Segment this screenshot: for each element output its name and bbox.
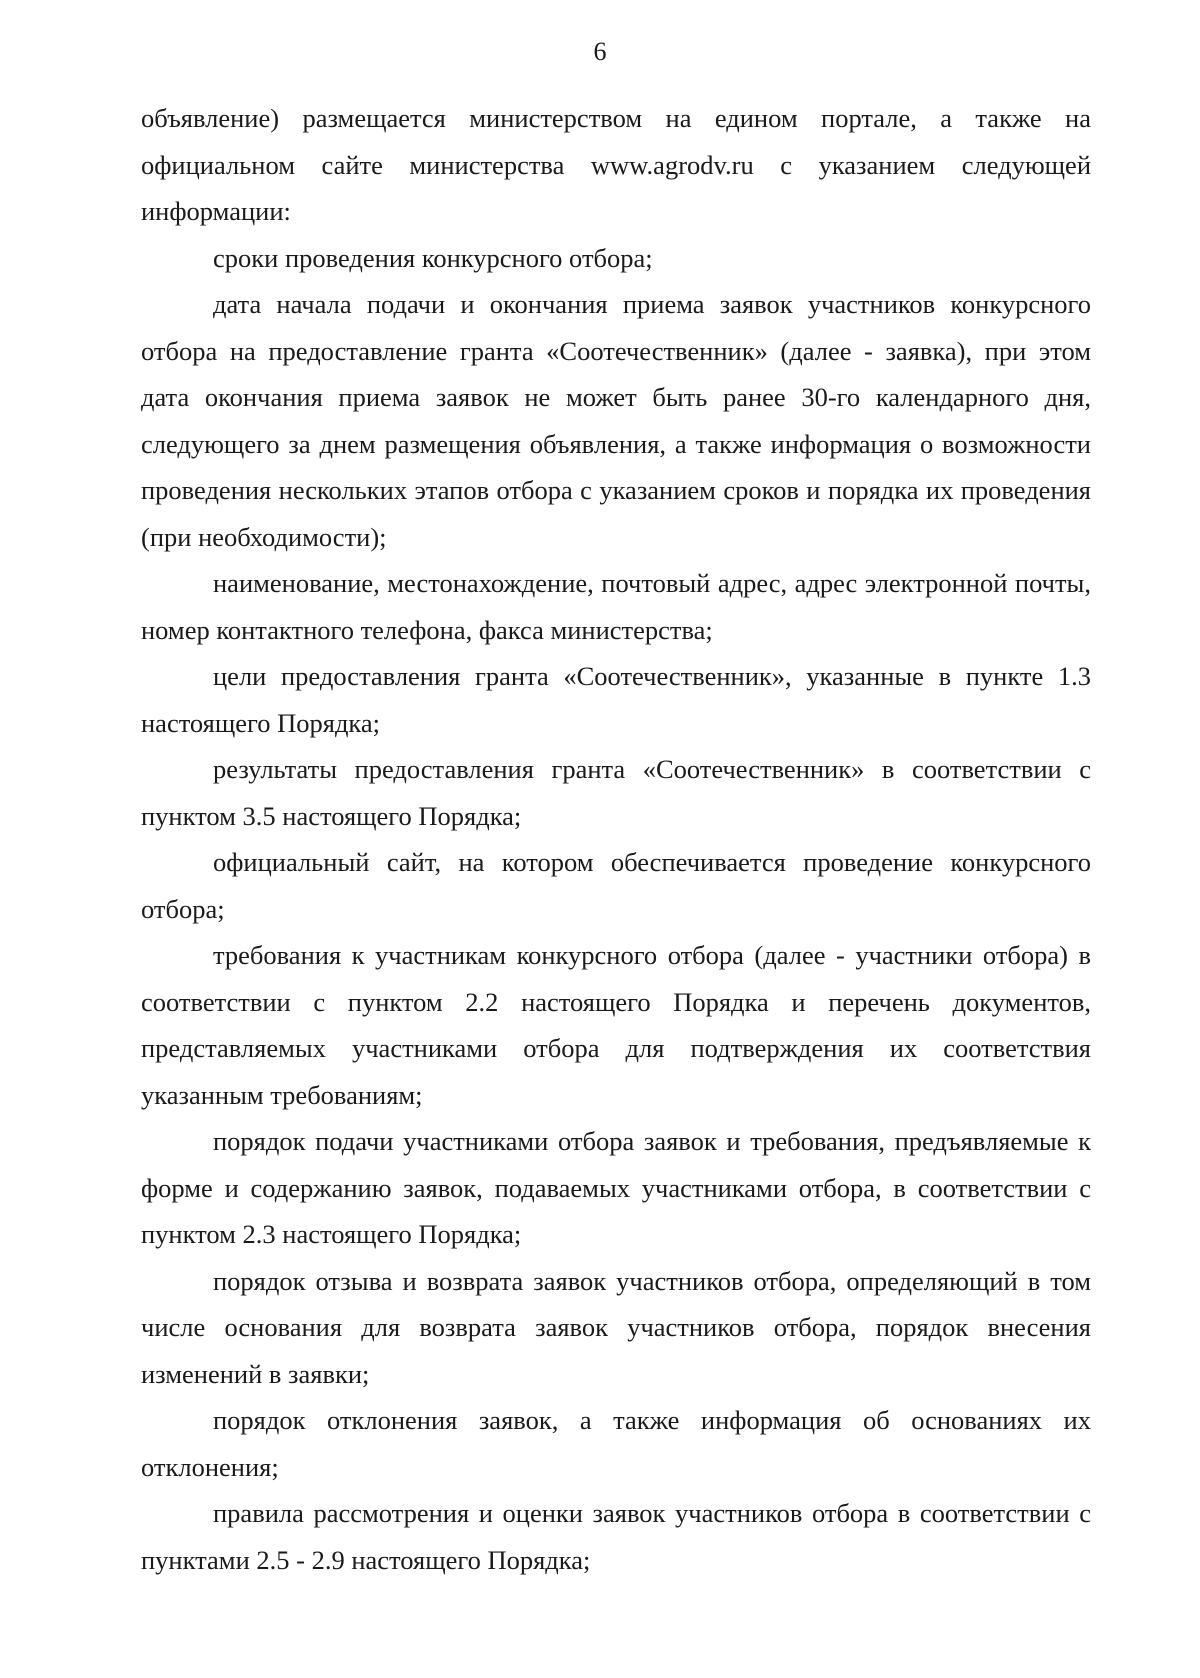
document-body	[141, 95, 1091, 1583]
paragraph-grant-goals: цели предоставления гранта «Соотечественник», указанные в пункте 1.3 настоящего Порядка;	[141, 661, 1091, 738]
paragraph-application-dates: дата начала подачи и окончания приема заявок участников конкурсного отбора на предоставление гранта «Соотечественник» (далее - заявка), при этом дата окончания приема заявок не может быть ранее 30-го календарного дня, следующего за днем размещения объявления, а также информация о возможности проведения нескольких этапов отбора с указанием сроков и порядка их проведения (при необходимости);	[141, 289, 1091, 552]
paragraph-selection-terms: сроки проведения конкурсного отбора;	[213, 242, 653, 273]
paragraph-announcement-intro: объявление) размещается министерством на едином портале, а также на официальном сайте министерства www.agrodv.ru с указанием следующей информации:	[141, 103, 1091, 226]
paragraph-evaluation-rules: правила рассмотрения и оценки заявок участников отбора в соответствии с пунктами 2.5 - 2.9 настоящего Порядка;	[141, 1498, 1091, 1575]
paragraph-submission-procedure: порядок подачи участниками отбора заявок и требования, предъявляемые к форме и содержанию заявок, подаваемых участниками отбора, в соответствии с пунктом 2.3 настоящего Порядка;	[141, 1126, 1091, 1249]
paragraph-withdrawal-procedure: порядок отзыва и возврата заявок участников отбора, определяющий в том числе основания для возврата заявок участников отбора, порядок внесения изменений в заявки;	[141, 1265, 1091, 1389]
paragraph-rejection-procedure: порядок отклонения заявок, а также информация об основаниях их отклонения;	[141, 1405, 1091, 1482]
paragraph-official-site: официальный сайт, на котором обеспечивается проведение конкурсного отбора;	[141, 847, 1091, 924]
paragraph-participant-requirements: требования к участникам конкурсного отбора (далее - участники отбора) в соответствии с пунктом 2.2 настоящего Порядка и перечень документов, представляемых участниками отбора для подтверждения их соответствия указанным требованиям;	[141, 940, 1091, 1110]
paragraph-ministry-contacts: наименование, местонахождение, почтовый адрес, адрес электронной почты, номер контактного телефона, факса министерства;	[141, 568, 1091, 645]
page-number: 6	[593, 37, 607, 66]
paragraph-grant-results: результаты предоставления гранта «Соотечественник» в соответствии с пунктом 3.5 настоящего Порядка;	[141, 754, 1091, 831]
